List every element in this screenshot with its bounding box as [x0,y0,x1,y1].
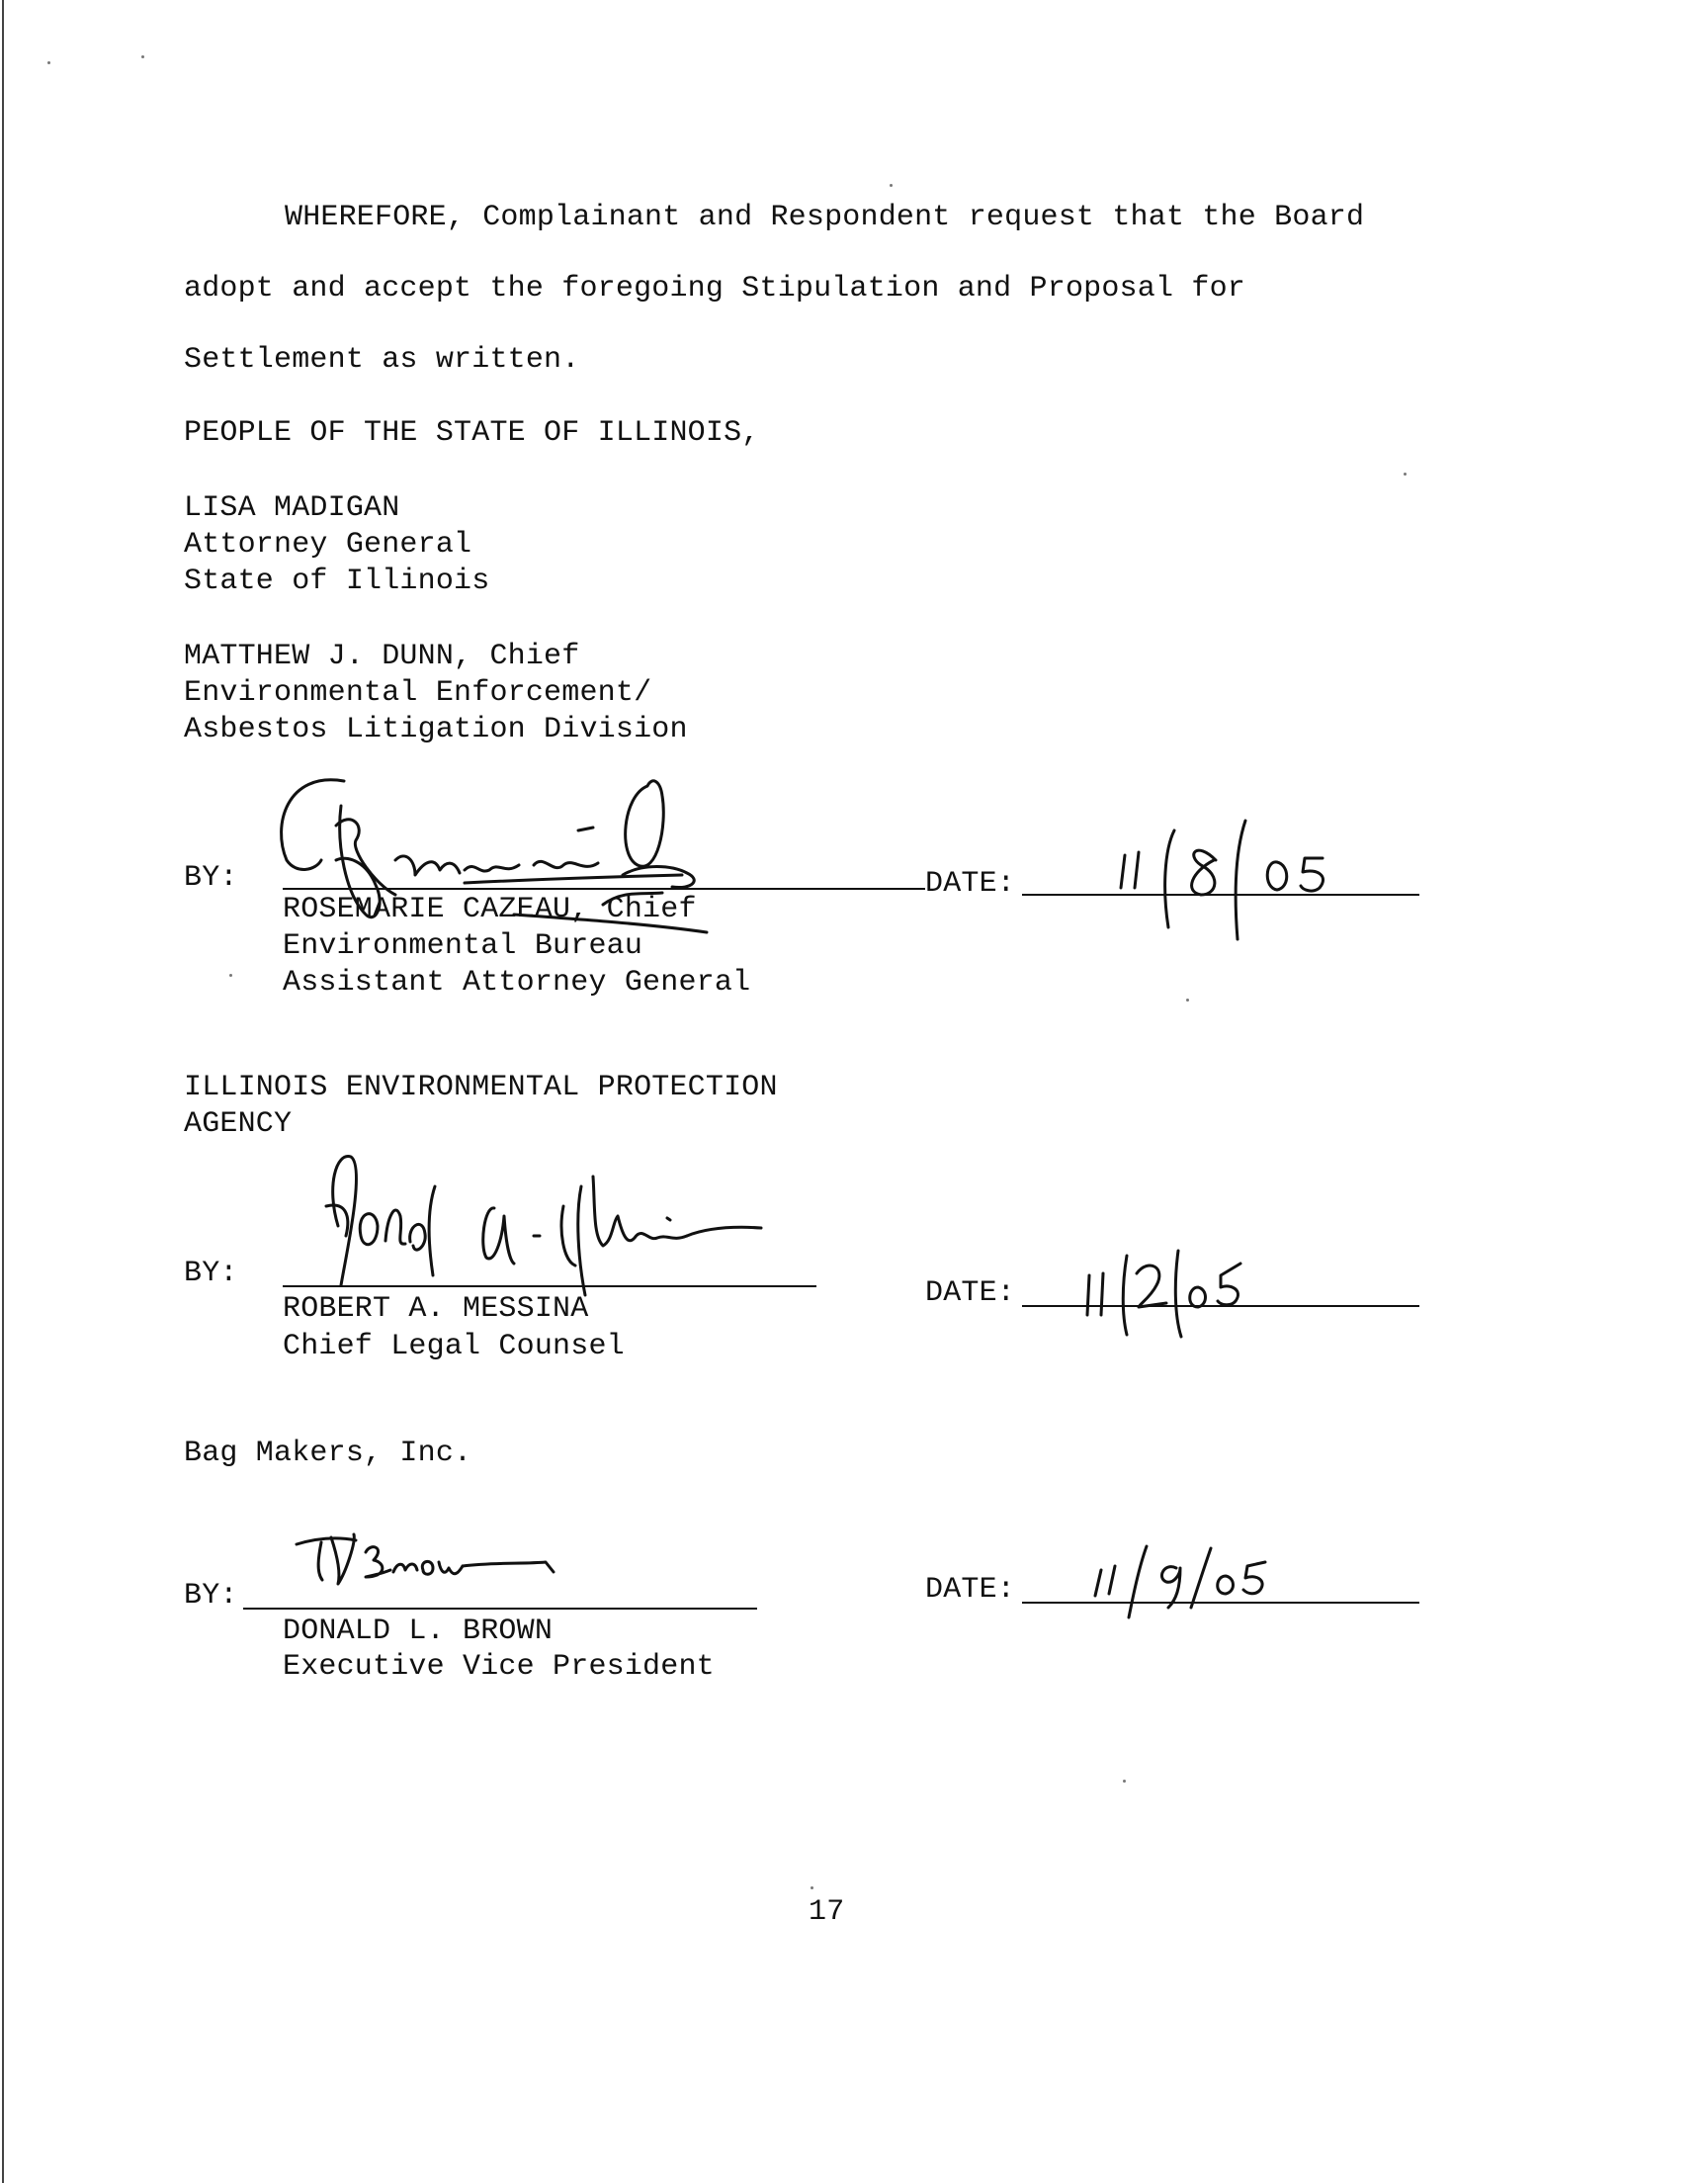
signer-title-1b: Assistant Attorney General [283,966,751,1000]
ag-title: Attorney General [184,528,472,562]
signer-title-2: Chief Legal Counsel [283,1330,625,1363]
agency-line-1: ILLINOIS ENVIRONMENTAL PROTECTION [184,1071,778,1104]
scan-speck [811,1886,813,1889]
scan-speck [141,55,144,58]
by-label-3: BY: [184,1579,238,1613]
agency-line-2: AGENCY [184,1107,293,1141]
body-line-3: Settlement as written. [184,343,580,377]
scan-edge [2,0,4,2183]
handwritten-date-1 [1107,811,1364,959]
signer-title-3: Executive Vice President [283,1650,715,1684]
signer-name-2: ROBERT A. MESSINA [283,1292,589,1326]
by-label-1: BY: [184,861,238,895]
scan-speck [229,974,232,977]
ag-state: State of Illinois [184,565,490,598]
signature-brown [287,1523,603,1612]
chief-division-1: Environmental Enforcement/ [184,676,652,710]
date-label-3: DATE: [925,1573,1016,1607]
signature-messina [316,1147,791,1315]
signer-title-1a: Environmental Bureau [283,929,643,963]
signature-cazeau [267,766,979,964]
scan-speck [47,61,50,64]
scan-speck [1186,999,1189,1002]
chief-division-2: Asbestos Litigation Division [184,713,688,746]
ag-name: LISA MADIGAN [184,491,400,525]
body-line-1: WHEREFORE, Complainant and Respondent request that the Board [285,201,1365,234]
scan-speck [1404,473,1407,476]
page-number: 17 [809,1895,845,1929]
company-name: Bag Makers, Inc. [184,1437,472,1470]
signer-name-1: ROSEMARIE CAZEAU, Chief [283,893,697,926]
date-label-2: DATE: [925,1276,1016,1310]
by-label-2: BY: [184,1257,238,1290]
chief-name: MATTHEW J. DUNN, Chief [184,640,580,673]
handwritten-date-3 [1077,1538,1315,1627]
scan-speck [1123,1780,1126,1783]
people-heading: PEOPLE OF THE STATE OF ILLINOIS, [184,416,760,450]
signer-name-3: DONALD L. BROWN [283,1615,554,1648]
body-line-2: adopt and accept the foregoing Stipulation and Proposal for [184,272,1245,306]
handwritten-date-2 [1068,1236,1285,1345]
scan-speck [890,184,893,187]
date-label-1: DATE: [925,867,1016,901]
